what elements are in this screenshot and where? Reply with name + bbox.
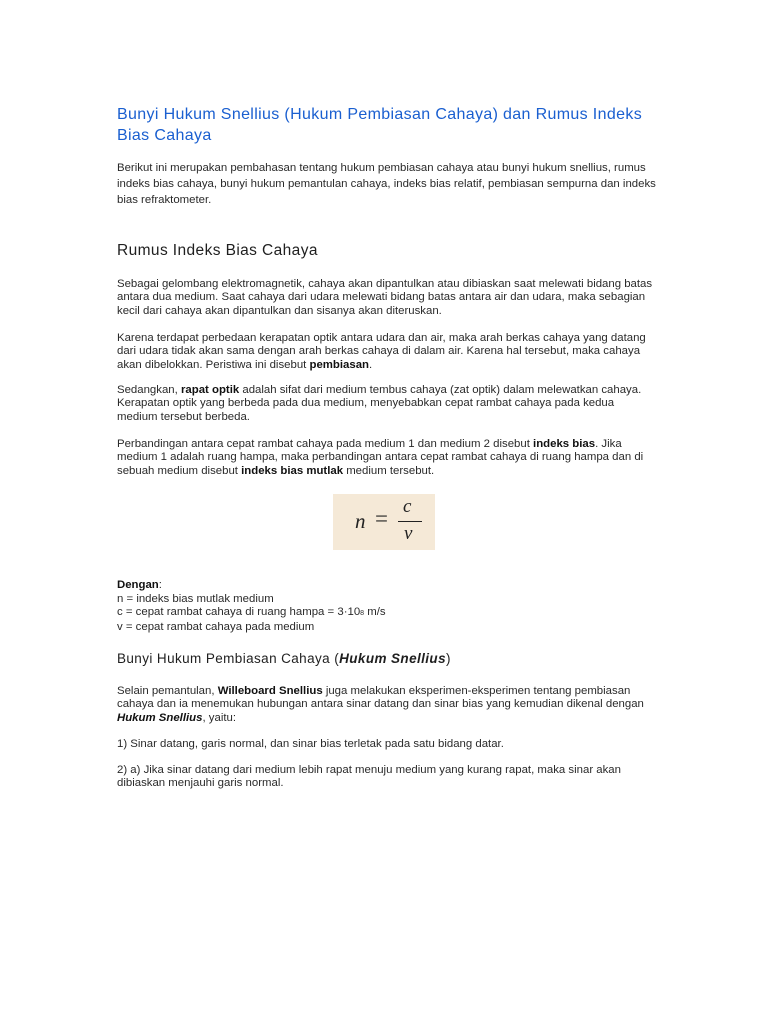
formula-equals: =	[375, 506, 388, 531]
section-heading-snellius: Bunyi Hukum Pembiasan Cahaya (Hukum Snellius)	[117, 651, 451, 666]
formula-lhs: n	[355, 509, 366, 533]
paragraph-indeks-bias: Perbandingan antara cepat rambat cahaya pada medium 1 dan medium 2 disebut indeks bias. Jika medium 1 adalah ruang hampa, maka perbandingan antara cepat rambat cahaya di ruang hampa dan di sebuah medium disebut indeks bias mutlak medium tersebut.	[117, 438, 644, 477]
paragraph-gelombang: Sebagai gelombang elektromagnetik, cahaya akan dipantulkan atau dibiaskan saat melewati bidang batas antara dua medium. Saat cahaya dari udara melewati bidang batas antara air dan udara, maka sebagian kecil dari cahaya akan dipantulkan dan sisanya akan diteruskan.	[117, 278, 653, 317]
dengan-label: Dengan	[117, 579, 159, 591]
section-heading-rumus: Rumus Indeks Bias Cahaya	[117, 242, 318, 259]
intro-paragraph: Berikut ini merupakan pembahasan tentang hukum pembiasan cahaya atau bunyi hukum snellius, rumus indeks bias cahaya, bunyi hukum pemantulan cahaya, indeks bias relatif, pembiasan sempurna dan indeks bias refraktometer.	[117, 162, 656, 206]
paragraph-snellius: Selain pemantulan, Willeboard Snellius juga melakukan eksperimen-eksperimen tentang pembiasan cahaya dan ia menemukan hubungan antara sinar datang dan sinar bias yang kemudian dikenal dengan Hukum Snellius, yaitu:	[117, 685, 644, 724]
formula-denominator: v	[404, 523, 413, 544]
formula-image	[333, 494, 435, 550]
paragraph-kerapatan: Karena terdapat perbedaan kerapatan optik antara udara dan air, maka arah berkas cahaya yang datang dari udara tidak akan sama dengan arah berkas cahaya di dalam air. Karena hal tersebut, maka cahaya akan dibelokkan. Peristiwa ini disebut pembiasan.	[117, 332, 646, 371]
term-indeks-bias-mutlak: indeks bias mutlak	[241, 464, 344, 477]
term-indeks-bias: indeks bias	[533, 438, 596, 450]
paragraph-rapat-optik: Sedangkan, rapat optik adalah sifat dari medium tembus cahaya (zat optik) dalam melewatkan cahaya. Kerapatan optik yang berbeda pada dua medium, menyebabkan cepat rambat cahaya pada kedua medium tersebut berbeda.	[117, 384, 642, 423]
article-title: Bunyi Hukum Snellius (Hukum Pembiasan Cahaya) dan Rumus Indeks Bias Cahaya	[117, 106, 643, 144]
formula-fraction-bar	[398, 521, 422, 522]
definition-v: v = cepat rambat cahaya pada medium	[117, 620, 315, 633]
term-rapat-optik: rapat optik	[180, 384, 240, 396]
term-willeboard-snellius: Willeboard Snellius	[217, 685, 323, 697]
term-pembiasan: pembiasan	[309, 358, 369, 371]
law-item-1: 1) Sinar datang, garis normal, dan sinar bias terletak pada satu bidang datar.	[117, 738, 504, 750]
definition-c: c = cepat rambat cahaya di ruang hampa = 3·108 m/s	[117, 606, 386, 619]
definition-n: n = indeks bias mutlak medium	[117, 592, 274, 605]
term-hukum-snellius: Hukum Snellius	[117, 711, 203, 724]
formula-numerator: c	[403, 496, 412, 517]
variable-definitions: Dengan: n = indeks bias mutlak medium c = cepat rambat cahaya di ruang hampa = 3·108 m/s v = cepat rambat cahaya pada medium	[117, 579, 386, 633]
law-item-2a: 2) a) Jika sinar datang dari medium lebih rapat menuju medium yang kurang rapat, maka sinar akan dibiaskan menjauhi garis normal.	[117, 764, 621, 790]
